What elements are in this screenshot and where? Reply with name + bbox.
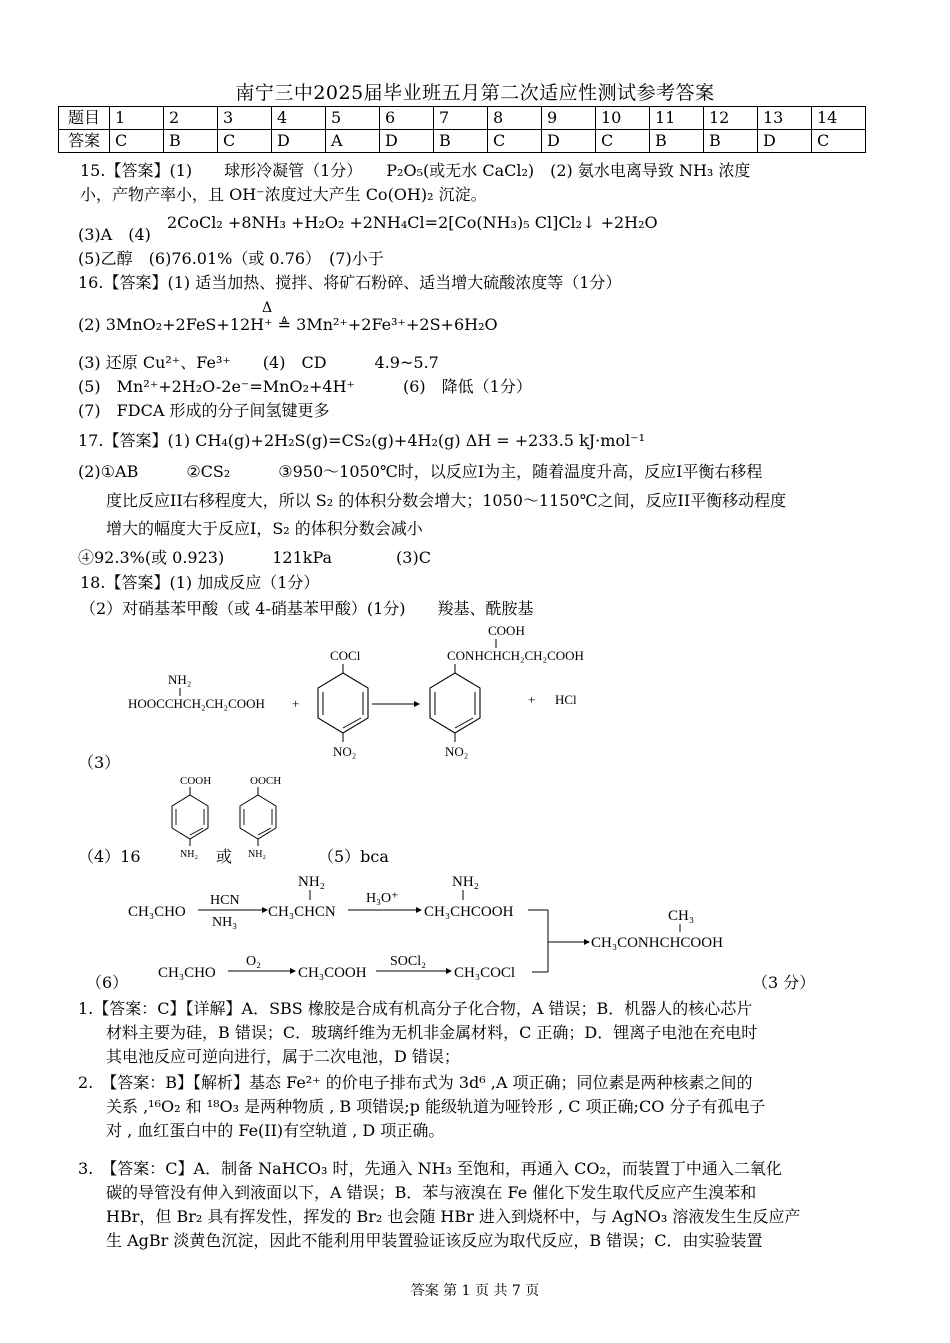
- q15-line-4: (5)乙醇 (6)76.01%（或 0.76） (7)小于: [78, 249, 384, 268]
- q16-line-3: (3) 还原 Cu²⁺、Fe³⁺ (4) CD 4.9~5.7: [78, 353, 439, 372]
- benzene-ring-2: [430, 673, 480, 733]
- table-cell: D: [272, 130, 326, 153]
- benzene-ring-1: [318, 673, 368, 733]
- reaction-arrow-head: [414, 701, 420, 707]
- page-footer: 答案 第 1 页 共 7 页: [410, 1283, 540, 1299]
- table-cell: B: [164, 130, 218, 153]
- table-cell: B: [704, 130, 758, 153]
- exp3-line-1: 3. 【答案：C】A．制备 NaHCO₃ 时，先通入 NH₃ 至饱和，再通入 CO₂，而装置丁中通入二氧化: [78, 1159, 782, 1178]
- ring-double-bond: [455, 718, 473, 728]
- table-cell: C: [812, 130, 866, 153]
- question-number-row: [59, 107, 866, 130]
- table-cell: C: [110, 130, 164, 153]
- product-cooh: COOH: [488, 623, 525, 638]
- product-ch3-top: CH₃: [668, 908, 695, 924]
- q18-part5-label: （5）bca: [318, 847, 389, 866]
- q15-line-1: 15.【答案】(1) 球形冷凝管（1分） P₂O₅(或无水 CaCl₂) (2) 氨水电离导致 NH₃ 浓度: [80, 161, 751, 180]
- table-cell: D: [380, 130, 434, 153]
- route-ch3cho-2: CH₃CHO: [158, 965, 216, 981]
- route-arrow-head: [416, 907, 422, 913]
- q17-line-2: (2)①AB ②CS₂ ③950～1050℃时，以反应I为主，随着温度升高，反应I平衡右移程: [78, 462, 763, 481]
- route-ch3cocl: CH₃COCl: [454, 965, 516, 981]
- table-cell: C: [218, 130, 272, 153]
- q17-line-3: 度比反应II右移程度大，所以 S₂ 的体积分数会增大；1050～1150℃之间，反应II平衡移动程度: [106, 491, 787, 510]
- table-cell: 8: [488, 107, 542, 130]
- reactant1-nh2: NH₂: [168, 672, 192, 687]
- table-cell: C: [596, 130, 650, 153]
- reactant1-formula: HOOCCHCH₂CH₂COOH: [128, 696, 265, 711]
- no2-label-2: NO₂: [445, 744, 469, 759]
- q16-delta-mark: Δ: [262, 300, 273, 316]
- exp3-line-3: HBr，但 Br₂ 具有挥发性，挥发的 Br₂ 也会随 HBr 进入到烧杯中，与 AgNO₃ 溶液发生生反应产: [106, 1207, 801, 1226]
- q17-line-5: ④92.3%(或 0.923) 121kPa (3)C: [78, 548, 431, 567]
- q18-part4-or: 或: [216, 847, 233, 866]
- table-cell: D: [542, 130, 596, 153]
- plus-sign: +: [292, 696, 300, 711]
- q18-isomer-structures: [0, 770, 950, 862]
- q17-line-1: 17.【答案】(1) CH₄(g)+2H₂S(g)=CS₂(g)+4H₂(g) ΔH = +233.5 kJ·mol⁻¹: [78, 431, 646, 450]
- table-cell: B: [434, 130, 488, 153]
- route-ch3chcn: CH₃CHCN: [268, 904, 336, 920]
- exp1-line-2: 材料主要为硅，B 错误；C．玻璃纤维为无机非金属材料，C 正确；D．锂离子电池在充电时: [106, 1023, 758, 1042]
- isomer1-nh2: NH₂: [180, 849, 198, 860]
- page-title: 南宁三中2025届毕业班五月第二次适应性测试参考答案: [235, 82, 715, 104]
- table-cell: 13: [758, 107, 812, 130]
- table-cell: 9: [542, 107, 596, 130]
- exp3-line-2: 碳的导管没有伸入到液面以下，A 错误；B．苯与液溴在 Fe 催化下发生取代反应产生溴苯和: [106, 1183, 757, 1202]
- isomer2-nh2: NH₂: [248, 849, 266, 860]
- isomer2-ooch: OOCH: [250, 775, 282, 787]
- cocl-label: COCl: [330, 648, 361, 663]
- intermediate2-nh2: NH₂: [452, 874, 479, 890]
- isomer1-ring: [172, 795, 208, 839]
- exp3-line-4: 生 AgBr 淡黄色沉淀，因此不能利用甲装置验证该反应为取代反应，B 错误；C．由实验装置: [106, 1231, 763, 1250]
- plus-sign-2: +: [528, 692, 536, 707]
- table-cell: 14: [812, 107, 866, 130]
- hcl-label: HCl: [555, 692, 577, 707]
- table-cell: 7: [434, 107, 488, 130]
- ring-double-bond: [343, 718, 361, 728]
- reagent-h3o: H₃O⁺: [366, 891, 399, 906]
- q15-line-2: 小，产物产率小，且 OH⁻浓度过大产生 Co(OH)₂ 沉淀。: [80, 185, 487, 204]
- intermediate1-nh2: NH₂: [298, 874, 325, 890]
- exp1-line-3: 其电池反应可逆向进行，属于二次电池，D 错误；: [106, 1047, 460, 1066]
- q18-part4-label: （4）16: [78, 847, 141, 866]
- q17-line-4: 增大的幅度大于反应I，S₂ 的体积分数会减小: [106, 519, 423, 538]
- reagent-o2: O₂: [246, 954, 261, 969]
- reagent-hcn: HCN: [210, 893, 240, 908]
- table-answer-label: 答案: [59, 130, 110, 153]
- q18-synthesis-route: [0, 866, 950, 986]
- table-cell: 6: [380, 107, 434, 130]
- no2-label-1: NO₂: [333, 744, 357, 759]
- exp2-line-3: 对 , 血红蛋白中的 Fe(II)有空轨道 , D 项正确。: [106, 1121, 445, 1140]
- q18-part6-score: （3 分）: [752, 973, 816, 992]
- product-side-chain: CONHCHCH₂CH₂COOH: [447, 648, 584, 663]
- table-cell: A: [326, 130, 380, 153]
- table-cell: C: [488, 130, 542, 153]
- ring-double-bond: [190, 828, 203, 835]
- q18-reaction-scheme: [0, 620, 950, 770]
- table-cell: B: [650, 130, 704, 153]
- table-cell: 4: [272, 107, 326, 130]
- table-cell: 1: [110, 107, 164, 130]
- q15-line-3-prefix: (3)A (4): [78, 225, 151, 244]
- table-cell: 5: [326, 107, 380, 130]
- q18-part6-label: （6）: [86, 973, 129, 992]
- exp2-line-1: 2. 【答案：B】【解析】基态 Fe²⁺ 的价电子排布式为 3d⁶ ,A 项正确；同位素是两种核素之间的: [78, 1073, 753, 1092]
- ring-double-bond: [258, 828, 271, 835]
- route-arrow-head: [290, 968, 296, 974]
- exp2-line-2: 关系 ,¹⁶O₂ 和 ¹⁸O₃ 是两种物质 , B 项错误;p 能级轨道为哑铃形 , C 项正确;CO 分子有孤电子: [106, 1097, 766, 1116]
- table-cell: D: [758, 130, 812, 153]
- isomer2-ring: [240, 795, 276, 839]
- reagent-socl2: SOCl₂: [390, 954, 427, 969]
- reagent-nh3: NH₃: [212, 915, 238, 930]
- route-ch3chcooh: CH₃CHCOOH: [424, 904, 514, 920]
- table-cell: 3: [218, 107, 272, 130]
- q16-line-4: (5) Mn²⁺+2H₂O-2e⁻=MnO₂+4H⁺ (6) 降低（1分）: [78, 377, 532, 396]
- exp1-line-1: 1.【答案：C】【详解】A．SBS 橡胶是合成有机高分子化合物，A 错误；B．机器人的核心芯片: [78, 999, 753, 1018]
- table-cell: 12: [704, 107, 758, 130]
- q16-line-1: 16.【答案】(1) 适当加热、搅拌、将矿石粉碎、适当增大硫酸浓度等（1分）: [78, 273, 622, 292]
- table-cell: 11: [650, 107, 704, 130]
- q16-line-5: (7) FDCA 形成的分子间氢键更多: [78, 401, 330, 420]
- route-arrow-head: [446, 968, 452, 974]
- q18-line-2: （2）对硝基苯甲酸（或 4-硝基苯甲酸）(1分) 羧基、酰胺基: [80, 599, 534, 618]
- q16-line-2: (2) 3MnO₂+2FeS+12H⁺ ≜ 3Mn²⁺+2Fe³⁺+2S+6H₂O: [78, 315, 498, 334]
- table-cell: 2: [164, 107, 218, 130]
- q18-part3-label: （3）: [78, 753, 121, 772]
- route-ch3cooh: CH₃COOH: [298, 965, 367, 981]
- table-cell: 10: [596, 107, 650, 130]
- answer-key-table: [58, 106, 866, 153]
- table-header-label: 题目: [59, 107, 110, 130]
- answer-row: [59, 130, 866, 153]
- route-ch3cho-1: CH₃CHO: [128, 904, 186, 920]
- q15-equation-4: 2CoCl₂ +8NH₃ +H₂O₂ +2NH₄Cl=2[Co(NH₃)₅ Cl]Cl₂↓ +2H₂O: [167, 213, 658, 232]
- route-arrow-head: [584, 939, 590, 945]
- route-final-product: CH₃CONHCHCOOH: [591, 935, 723, 951]
- q18-line-1: 18.【答案】(1) 加成反应（1分）: [80, 573, 320, 592]
- isomer1-cooh: COOH: [180, 775, 212, 787]
